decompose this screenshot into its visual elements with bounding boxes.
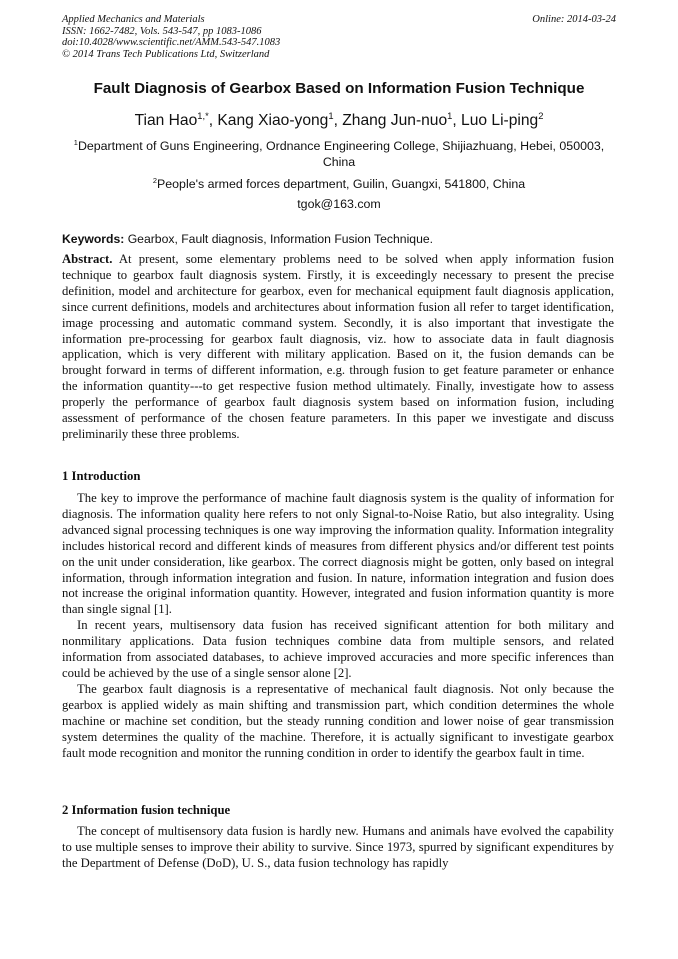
- abstract-label: Abstract.: [62, 252, 113, 266]
- affiliation-text: Department of Guns Engineering, Ordnance Engineering College, Shijiazhuang, Hebei, 050003, China: [77, 139, 605, 169]
- author-separator: ,: [208, 112, 218, 129]
- affiliation-2: [62, 176, 616, 192]
- author-separator: ,: [452, 112, 462, 129]
- abstract-text: At present, some elementary problems need to be solved when apply information fusion technique to gearbox fault diagnosis system. Firstly, it is exceedingly necessary to present the precise definition, model and architecture for gearbox, even for mechanical equipment fault diagnosis application, since current definitions, models and architectures about information fusion all refer to target identification, image processing and automatic command system. Secondly, it is also important that investigate the information pre-processing for gearbox fault diagnosis, viz. how to associate data in fault diagnosis application, which is very different with military application. Based on it, the fusion demands can be brought forward in terms of different information, e.g. through fusion to get feature parameter or enhance the information quantity---to get respective fusion method ultimately. Finally, investigate how to assess properly the performance of gearbox fault diagnosis system based on information fusion, including assessment of performance of the chosen feature parameters. In this paper we investigate and discuss preliminarily these three problems.: [62, 252, 614, 441]
- section-body-information-fusion: [62, 824, 614, 872]
- author-affiliation-mark: 1,*: [197, 110, 209, 121]
- author-name: Tian Hao: [134, 112, 198, 129]
- affiliation-1: [62, 138, 616, 170]
- paper-title: Fault Diagnosis of Gearbox Based on Information Fusion Technique: [93, 80, 585, 97]
- author-name: Zhang Jun-nuo: [342, 112, 448, 129]
- author-name: Luo Li-ping: [461, 112, 539, 129]
- author-affiliation-mark: 1: [328, 110, 334, 121]
- author-separator: ,: [333, 112, 343, 129]
- affiliation-mark: 2: [152, 175, 158, 185]
- paragraph: The concept of multisensory data fusion is hardly new. Humans and animals have evolved the capability to use multiple senses to improve their ability to survive. Since 1973, spurred by significant expenditures by the Department of Defense (DoD), U. S., data fusion technology has rapidly: [62, 824, 614, 870]
- author-list: [40, 112, 638, 130]
- issn-line: ISSN: 1662-7482, Vols. 543-547, pp 1083-1086: [62, 25, 262, 37]
- online-date: Online: 2014-03-24: [532, 14, 616, 25]
- journal-name: Applied Mechanics and Materials: [62, 14, 205, 25]
- paragraph: In recent years, multisensory data fusion has received significant attention for both military and nonmilitary applications. Data fusion techniques combine data from multiple sensors, and related information from associated databases, to achieve improved accuracies and more specific inferences than could be achieved by the use of a single sensor alone [2].: [62, 618, 614, 680]
- paragraph: The key to improve the performance of machine fault diagnosis system is the quality of information for diagnosis. The information quality here refers to not only Signal-to-Noise Ratio, but also integrality. Using advanced signal processing techniques is one way improving the information quality. Information integrality includes historical record and different kinds of measures from different physics and/or different test points on the unit under consideration, like gearbox. The correct diagnosis might be gotten, only based on integral information, through information integration and fusion. In nature, information integration and fusion does not increase the original information quantity. However, integrated and fusion information quantity is more than single signal [1].: [62, 491, 614, 617]
- paragraph: The gearbox fault diagnosis is a representative of mechanical fault diagnosis. Not only because the gearbox is applied widely as main shifting and transmission part, which condition determines the whole machine or machine set condition, but the steady running condition and lower noise of gear transmission system determines the quality of the machine. Therefore, it is actually significant to investigate gearbox fault mode recognition and monitor the running condition in order to identify the gearbox fault in time.: [62, 681, 614, 760]
- author-affiliation-mark: 2: [538, 110, 544, 121]
- copyright-line: © 2014 Trans Tech Publications Ltd, Switzerland: [62, 48, 270, 60]
- affiliation-mark: 1: [73, 137, 78, 147]
- section-heading-information-fusion: 2 Information fusion technique: [62, 803, 231, 817]
- author-email: tgok@163.com: [297, 197, 381, 211]
- section-heading-introduction: 1 Introduction: [62, 469, 141, 483]
- keywords-text: Gearbox, Fault diagnosis, Information Fusion Technique.: [124, 232, 434, 246]
- author-name: Kang Xiao-yong: [217, 112, 329, 129]
- keywords: [62, 232, 616, 246]
- affiliation-text: People's armed forces department, Guilin, Guangxi, 541800, China: [157, 177, 526, 191]
- running-header: [62, 14, 616, 60]
- section-body-introduction: [62, 491, 614, 761]
- author-affiliation-mark: 1: [447, 110, 453, 121]
- abstract: [62, 252, 614, 443]
- doi-line: doi:10.4028/www.scientific.net/AMM.543-547.1083: [62, 37, 281, 49]
- keywords-label: Keywords:: [62, 232, 125, 246]
